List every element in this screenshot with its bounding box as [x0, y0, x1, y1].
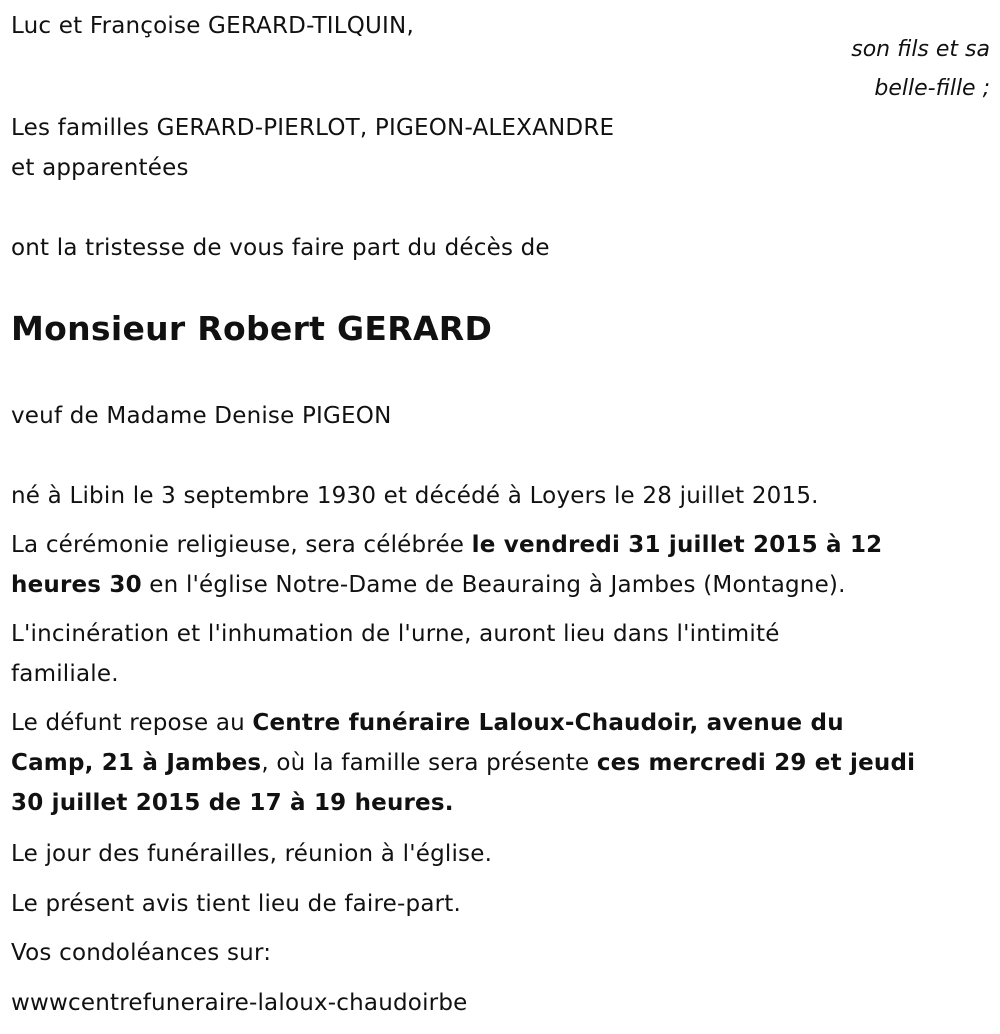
- visitation-dates-2: 30 juillet 2015 de 17 à 19 heures.: [11, 790, 454, 816]
- deceased-name: Monsieur Robert GERARD: [11, 309, 493, 348]
- relation-line-2: belle-fille ;: [874, 76, 990, 101]
- ceremony-date-part-1: le vendredi 31 juillet 2015 à 12: [471, 532, 883, 558]
- visitation-line-3: [11, 783, 454, 823]
- ceremony-text-after: en l'église Notre-Dame de Beauraing à Jambes (Montagne).: [141, 572, 846, 598]
- children-names: Luc et Françoise GERARD-TILQUIN,: [11, 13, 414, 39]
- funeral-day-line: Le jour des funérailles, réunion à l'église.: [11, 841, 493, 867]
- notice-line: Le présent avis tient lieu de faire-part.: [11, 891, 462, 917]
- announcement-intro: ont la tristesse de vous faire part du décès de: [11, 235, 550, 261]
- condolences-label: Vos condoléances sur:: [11, 940, 272, 966]
- cremation-line-1: L'incinération et l'inhumation de l'urne, auront lieu dans l'intimité: [11, 621, 780, 647]
- visitation-line-1: [11, 703, 844, 743]
- birth-death-line: né à Libin le 3 septembre 1930 et décédé à Loyers le 28 juillet 2015.: [11, 483, 819, 509]
- cremation-line-2: familiale.: [11, 661, 119, 687]
- ceremony-line-1: [11, 525, 882, 565]
- ceremony-date-part-2: heures 30: [11, 572, 142, 598]
- visitation-place-2: Camp, 21 à Jambes: [11, 750, 262, 776]
- visitation-text-before: Le défunt repose au: [11, 710, 253, 736]
- condolences-website: wwwcentrefuneraire-laloux-chaudoirbe: [11, 990, 468, 1016]
- ceremony-line-2: [11, 565, 846, 605]
- visitation-line-2: [11, 743, 915, 783]
- widower-line: veuf de Madame Denise PIGEON: [11, 403, 392, 429]
- families-line-1: Les familles GERARD-PIERLOT, PIGEON-ALEXANDRE: [11, 115, 615, 141]
- visitation-dates-1: ces mercredi 29 et jeudi: [596, 750, 916, 776]
- visitation-text-middle: , où la famille sera présente: [261, 750, 597, 776]
- ceremony-text-before: La cérémonie religieuse, sera célébrée: [11, 532, 472, 558]
- relation-line-1: son fils et sa: [851, 37, 990, 62]
- families-line-2: et apparentées: [11, 155, 189, 181]
- visitation-place-1: Centre funéraire Laloux-Chaudoir, avenue du: [252, 710, 844, 736]
